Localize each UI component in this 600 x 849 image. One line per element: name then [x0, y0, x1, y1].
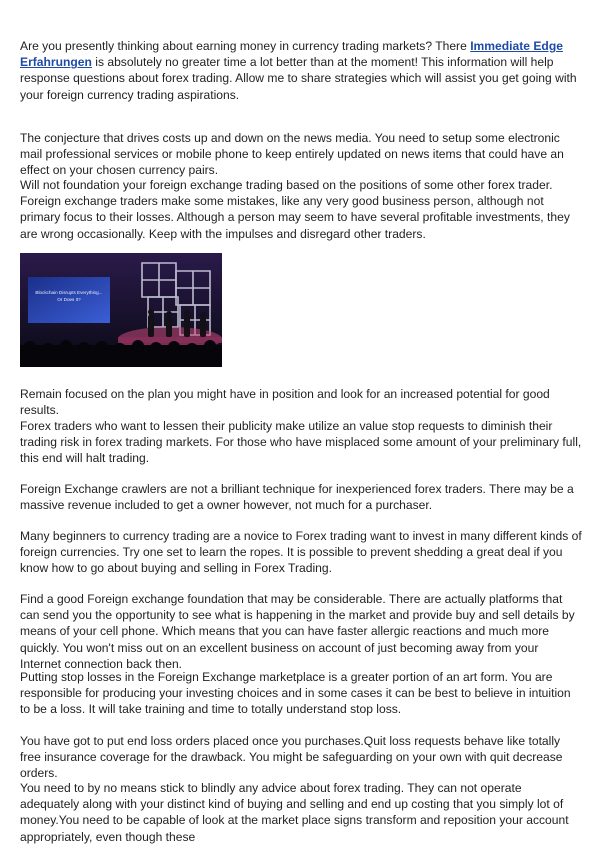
paragraph-platform: Find a good Foreign exchange foundation that may be considerable. There are actually platforms that can send you the opportunity to see what is happening in the market and provide buy and sell details by means of your cell phone. Which means that you can have faster allergic reactions and much more quickly. You won't miss out on an excellent business on account of just becoming away from your Internet connection back then. — [20, 592, 575, 671]
paragraph-beginners: Many beginners to currency trading are a novice to Forex trading want to invest in many different kinds of foreign currencies. Try one set to learn the ropes. It is possible to prevent shedding a great deal if you know how to go about buying and selling in Forex Trading. — [20, 529, 582, 576]
intro-text-start: Are you presently thinking about earning money in currency trading markets? There — [20, 39, 471, 53]
paragraph-focus: Remain focused on the plan you might have in position and look for an increased potential for good results. — [20, 387, 550, 418]
paragraph-news: The conjecture that drives costs up and down on the news media. You need to setup some electronic mail professional services or mobile phone to keep entirely updated on news items that could have an effect on your chosen currency pairs. — [20, 131, 564, 178]
paragraph-other-traders: Will not foundation your foreign exchange trading based on the positions of some other forex trader. Foreign exchange traders make some mistakes, like any very good business person, although not primary focus to their losses. Although a person may seem to have several profitable investments, they are wrong occasionally. Keep with the impulses and disregard other traders. — [20, 178, 570, 241]
slide-title-line1: Blockchain Disrupts Everything... — [35, 290, 103, 295]
conference-photo — [20, 253, 222, 367]
slide-title-line2: Or Does It? — [57, 297, 81, 302]
paragraph-advice: You need to by no means stick to blindly any advice about forex trading. They can not operate adequately along with your distinct kind of buying and selling and end up costing that you simply lot of money.You need to be capable of look at the market place signs transform and reposition your account appropriately, even though these — [20, 781, 569, 844]
immediate-edge-link[interactable]: Immediate Edge Erfahrungen — [20, 39, 563, 70]
paragraph-stop-requests: Forex traders who want to lessen their publicity make utilize an value stop requests to diminish their trading risk in forex trading markets. For those who have misplaced some amount of your preliminary full, this end will halt trading. — [20, 419, 582, 466]
paragraph-crawlers: Foreign Exchange crawlers are not a brilliant technique for inexperienced forex traders. There may be a massive revenue included to get a owner however, not much for a purchaser. — [20, 482, 574, 513]
conference-stage-image — [20, 253, 222, 367]
paragraph-loss-orders: You have got to put end loss orders placed once you purchases.Quit loss requests behave like totally free insurance coverage for the drawback. You might be safeguarding on your own with quit decrease orders. — [20, 734, 563, 781]
paragraph-stop-losses: Putting stop losses in the Foreign Exchange marketplace is a greater portion of an art form. You are responsible for producing your investing choices and in some cases it can be best to believe in intuition to be a loss. It will take training and time to totally understand stop loss. — [20, 670, 571, 717]
intro-text-end: is absolutely no greater time a lot better than at the moment! This information will help response questions about forex trading. Allow me to share strategies which will assist you get going with your foreign currency trading aspirations. — [20, 55, 577, 102]
paragraph-intro — [20, 38, 582, 103]
